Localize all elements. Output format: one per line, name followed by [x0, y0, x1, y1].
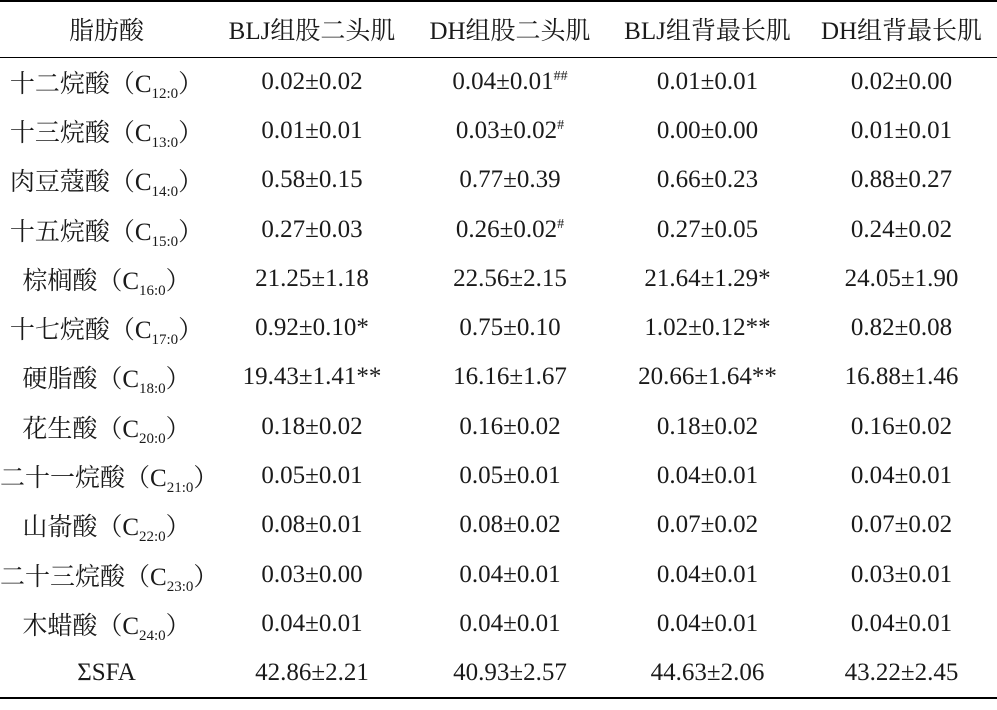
value-cell — [806, 550, 997, 599]
mean-sd-value: 24.05±1.90 — [844, 264, 959, 292]
fatty-acid-name-cell — [0, 254, 213, 303]
header-blj-longissimus: BLJ组背最长肌 — [609, 1, 806, 57]
value-cell — [806, 303, 997, 352]
mean-sd-value: 0.04±0.01 — [850, 462, 953, 490]
mean-sd-value: 0.82±0.08 — [850, 314, 953, 342]
value-cell — [411, 303, 609, 352]
mean-sd-value: 0.05±0.01 — [261, 462, 363, 490]
fatty-acid-name: 山嵛酸（C — [22, 514, 139, 542]
carbon-notation-subscript: 12:0 — [151, 85, 179, 102]
value-cell — [213, 501, 411, 550]
mean-sd-value: 0.03±0.01 — [850, 560, 953, 588]
header-row — [0, 1, 997, 57]
mean-sd-value: 0.77±0.39 — [459, 166, 561, 194]
mean-sd-value: 0.18±0.02 — [656, 412, 759, 440]
value-cell — [609, 353, 806, 402]
closing-paren: ） — [178, 119, 204, 147]
mean-sd-value: 0.01±0.01 — [261, 116, 363, 144]
mean-sd-value: 19.43±1.41** — [242, 363, 382, 391]
mean-sd-value: 0.00±0.00 — [656, 116, 759, 144]
value-cell — [609, 254, 806, 303]
mean-sd-value: 42.86±2.21 — [255, 658, 369, 686]
value-cell — [411, 550, 609, 599]
mean-sd-value: 0.04±0.01 — [459, 560, 561, 588]
fatty-acid-name-cell — [0, 303, 213, 352]
table-row — [0, 649, 997, 698]
fatty-acid-name-cell — [0, 451, 219, 500]
table-header — [0, 1, 997, 57]
mean-sd-value: 0.07±0.02 — [850, 511, 953, 539]
fatty-acid-name-cell — [0, 402, 213, 451]
closing-paren: ） — [165, 514, 191, 542]
significance-mark: # — [557, 117, 565, 133]
value-cell — [213, 402, 411, 451]
mean-sd-value: 22.56±2.15 — [453, 264, 567, 292]
mean-sd-value: 0.27±0.05 — [656, 215, 759, 243]
closing-paren: ） — [193, 563, 219, 591]
fatty-acid-name: 二十一烷酸（C — [0, 465, 167, 493]
closing-paren: ） — [165, 612, 191, 640]
fatty-acid-name-cell — [0, 550, 219, 599]
value-cell — [806, 402, 997, 451]
carbon-notation-subscript: 21:0 — [166, 480, 194, 497]
table-row — [0, 57, 997, 106]
table-row — [0, 156, 997, 205]
value-cell — [213, 353, 411, 402]
mean-sd-value: 0.01±0.01 — [656, 67, 759, 95]
table-row — [0, 106, 997, 155]
table-row — [0, 599, 997, 648]
fatty-acid-name-cell — [0, 205, 213, 254]
table-row — [0, 205, 997, 254]
value-cell — [213, 57, 411, 106]
mean-sd-value: 43.22±2.45 — [844, 658, 959, 686]
fatty-acid-name-cell — [0, 156, 213, 205]
mean-sd-value: 40.93±2.57 — [453, 658, 567, 686]
fatty-acid-name: 十二烷酸（C — [9, 70, 152, 98]
value-cell — [609, 303, 806, 352]
mean-sd-value: 0.04±0.01 — [656, 560, 759, 588]
value-cell — [213, 303, 411, 352]
value-cell — [411, 106, 609, 155]
header-fatty-acid: 脂肪酸 — [0, 1, 213, 57]
header-blj-biceps-femoris: BLJ组股二头肌 — [213, 1, 411, 57]
value-cell — [609, 205, 806, 254]
mean-sd-value: 16.88±1.46 — [844, 363, 959, 391]
closing-paren: ） — [193, 465, 219, 493]
value-cell — [609, 649, 806, 698]
mean-sd-value: 44.63±2.06 — [650, 658, 765, 686]
fatty-acid-name-cell — [0, 106, 213, 155]
value-cell — [806, 57, 997, 106]
closing-paren: ） — [178, 317, 204, 345]
closing-paren: ） — [165, 366, 191, 394]
table-body — [0, 57, 997, 698]
value-cell — [806, 106, 997, 155]
value-cell — [609, 402, 806, 451]
mean-sd-value: 0.05±0.01 — [459, 462, 561, 490]
mean-sd-value: 0.08±0.02 — [459, 511, 561, 539]
closing-paren: ） — [178, 70, 204, 98]
closing-paren: ） — [165, 267, 191, 295]
mean-sd-value: 21.64±1.29* — [644, 264, 771, 292]
carbon-notation-subscript: 22:0 — [139, 529, 166, 546]
mean-sd-value: 0.03±0.02 — [455, 116, 558, 144]
table-row — [0, 501, 997, 550]
fatty-acid-name: ΣSFA — [77, 658, 136, 686]
value-cell — [411, 451, 609, 500]
value-cell — [213, 599, 411, 648]
mean-sd-value: 20.66±1.64** — [638, 363, 777, 391]
value-cell — [411, 599, 609, 648]
carbon-notation-subscript: 14:0 — [151, 184, 179, 201]
mean-sd-value: 0.07±0.02 — [656, 511, 759, 539]
fatty-acid-name: 花生酸（C — [22, 415, 139, 443]
mean-sd-value: 0.03±0.00 — [261, 560, 363, 588]
value-cell — [213, 156, 411, 205]
fatty-acid-name: 木蜡酸（C — [22, 612, 139, 640]
carbon-notation-subscript: 17:0 — [151, 332, 179, 349]
carbon-notation-subscript: 20:0 — [139, 430, 166, 447]
header-dh-longissimus: DH组背最长肌 — [806, 1, 997, 57]
mean-sd-value: 1.02±0.12** — [644, 314, 771, 342]
closing-paren: ） — [165, 415, 191, 443]
table-row — [0, 254, 997, 303]
fatty-acid-name: 二十三烷酸（C — [0, 563, 167, 591]
fatty-acid-name-cell — [0, 649, 213, 698]
carbon-notation-subscript: 16:0 — [139, 282, 166, 299]
significance-mark: ## — [553, 68, 568, 84]
value-cell — [806, 451, 997, 500]
table-row — [0, 550, 997, 599]
mean-sd-value: 0.58±0.15 — [261, 166, 363, 194]
mean-sd-value: 21.25±1.18 — [255, 264, 369, 292]
mean-sd-value: 0.66±0.23 — [656, 166, 759, 194]
value-cell — [411, 402, 609, 451]
value-cell — [609, 501, 806, 550]
value-cell — [411, 57, 609, 106]
table-row — [0, 451, 997, 500]
mean-sd-value: 0.75±0.10 — [459, 314, 561, 342]
value-cell — [609, 156, 806, 205]
fatty-acid-name-cell — [0, 353, 213, 402]
value-cell — [411, 649, 609, 698]
value-cell — [806, 205, 997, 254]
mean-sd-value: 0.27±0.03 — [261, 215, 363, 243]
fatty-acid-name: 肉豆蔻酸（C — [9, 169, 152, 197]
carbon-notation-subscript: 24:0 — [139, 627, 166, 644]
carbon-notation-subscript: 23:0 — [166, 578, 194, 595]
mean-sd-value: 0.08±0.01 — [261, 511, 363, 539]
value-cell — [806, 353, 997, 402]
mean-sd-value: 0.04±0.01 — [656, 462, 759, 490]
mean-sd-value: 0.16±0.02 — [850, 412, 953, 440]
mean-sd-value: 0.26±0.02 — [455, 215, 558, 243]
value-cell — [213, 451, 411, 500]
fatty-acid-name: 棕榈酸（C — [22, 267, 139, 295]
mean-sd-value: 0.01±0.01 — [850, 116, 953, 144]
carbon-notation-subscript: 13:0 — [151, 134, 179, 151]
table-row — [0, 353, 997, 402]
mean-sd-value: 0.18±0.02 — [261, 412, 363, 440]
mean-sd-value: 0.04±0.01 — [261, 609, 363, 637]
mean-sd-value: 0.92±0.10* — [255, 314, 369, 342]
value-cell — [411, 156, 609, 205]
significance-mark: # — [557, 216, 565, 232]
mean-sd-value: 0.04±0.01 — [850, 609, 953, 637]
closing-paren: ） — [178, 218, 204, 246]
value-cell — [213, 649, 411, 698]
value-cell — [411, 254, 609, 303]
mean-sd-value: 0.04±0.01 — [656, 609, 759, 637]
value-cell — [806, 254, 997, 303]
table-row — [0, 303, 997, 352]
mean-sd-value: 0.04±0.01 — [452, 67, 554, 95]
value-cell — [806, 156, 997, 205]
value-cell — [609, 451, 806, 500]
fatty-acid-name-cell — [0, 501, 213, 550]
fatty-acid-name: 十五烷酸（C — [9, 218, 152, 246]
mean-sd-value: 0.24±0.02 — [850, 215, 953, 243]
value-cell — [213, 205, 411, 254]
value-cell — [213, 254, 411, 303]
value-cell — [213, 550, 411, 599]
fatty-acid-name: 十七烷酸（C — [9, 317, 152, 345]
value-cell — [411, 501, 609, 550]
mean-sd-value: 16.16±1.67 — [453, 363, 567, 391]
value-cell — [609, 550, 806, 599]
carbon-notation-subscript: 15:0 — [151, 233, 179, 250]
mean-sd-value: 0.02±0.02 — [261, 67, 363, 95]
carbon-notation-subscript: 18:0 — [139, 381, 166, 398]
closing-paren: ） — [178, 169, 204, 197]
mean-sd-value: 0.16±0.02 — [459, 412, 561, 440]
fatty-acid-name: 十三烷酸（C — [9, 119, 152, 147]
value-cell — [609, 57, 806, 106]
value-cell — [609, 106, 806, 155]
value-cell — [213, 106, 411, 155]
value-cell — [806, 501, 997, 550]
fatty-acid-name-cell — [0, 599, 213, 648]
value-cell — [609, 599, 806, 648]
mean-sd-value: 0.88±0.27 — [850, 166, 953, 194]
fatty-acid-name: 硬脂酸（C — [22, 366, 139, 394]
header-dh-biceps-femoris: DH组股二头肌 — [411, 1, 609, 57]
value-cell — [411, 205, 609, 254]
value-cell — [806, 649, 997, 698]
value-cell — [806, 599, 997, 648]
mean-sd-value: 0.02±0.00 — [850, 67, 953, 95]
table-row — [0, 402, 997, 451]
mean-sd-value: 0.04±0.01 — [459, 609, 561, 637]
fatty-acid-name-cell — [0, 57, 213, 106]
value-cell — [411, 353, 609, 402]
